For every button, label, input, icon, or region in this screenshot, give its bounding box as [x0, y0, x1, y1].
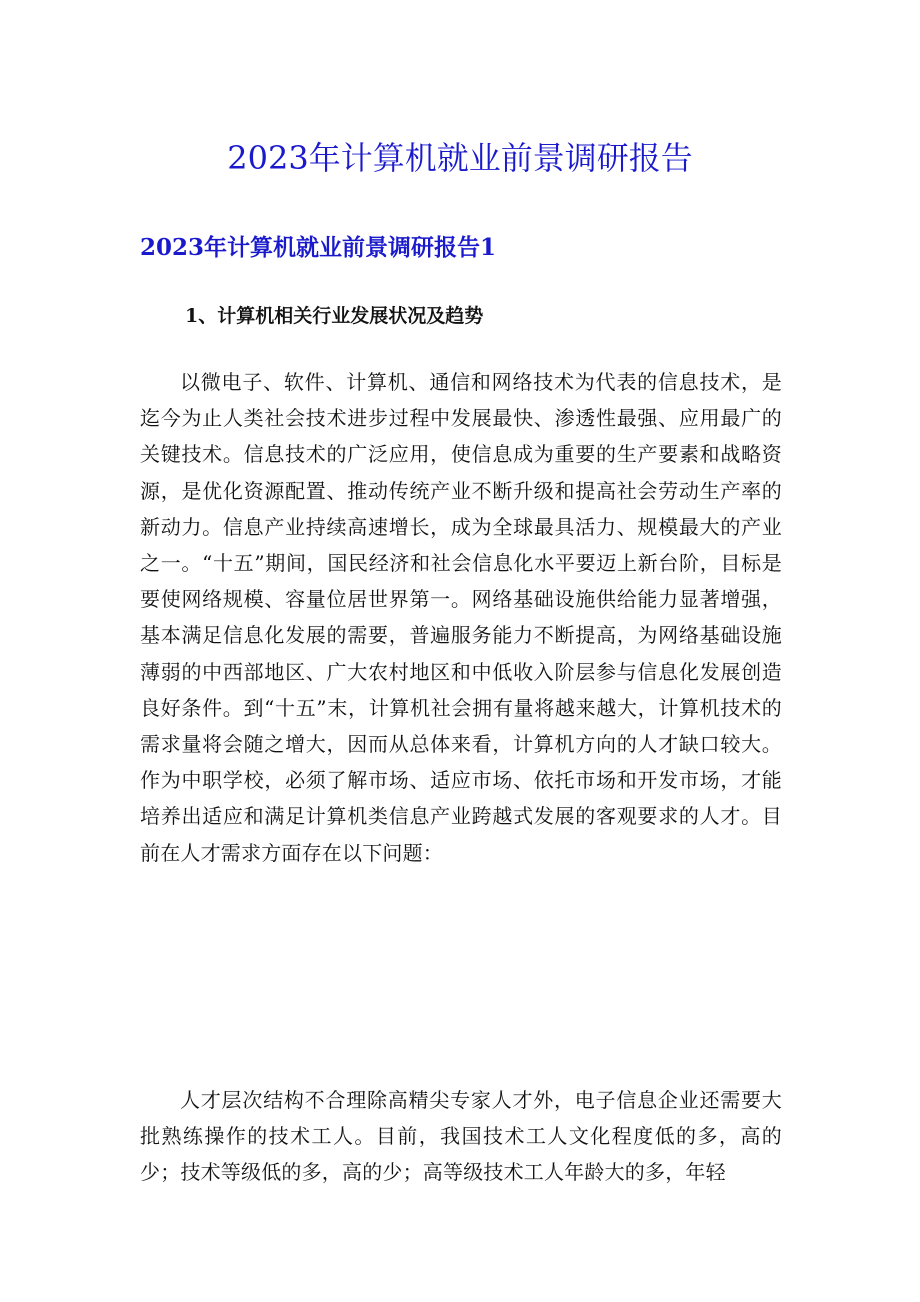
section-heading: 2023年计算机就业前景调研报告1: [140, 234, 497, 261]
sub-heading: 1、计算机相关行业发展状况及趋势: [185, 305, 484, 327]
body-paragraph-2: 人才层次结构不合理除高精尖专家人才外，电子信息企业还需要大批熟练操作的技术工人。目前，我国技术工人文化程度低的多，高的少；技术等级低的多，高的少；高等级技术工人年龄大的多，年轻: [140, 1088, 782, 1185]
body-paragraph-1: 以微电子、软件、计算机、通信和网络技术为代表的信息技术，是迄今为止人类社会技术进步过程中发展最快、渗透性最强、应用最广的关键技术。信息技术的广泛应用，使信息成为重要的生产要素和战略资源，是优化资源配置、推动传统产业不断升级和提高社会劳动生产率的新动力。信息产业持续高速增长，成为全球最具活力、规模最大的产业之一。“十五”期间，国民经济和社会信息化水平要迈上新台阶，目标是要使网络规模、容量位居世界第一。网络基础设施供给能力显著增强，基本满足信息化发展的需要，普遍服务能力不断提高，为网络基础设施薄弱的中西部地区、广大农村地区和中低收入阶层参与信息化发展创造良好条件。到“十五”末，计算机社会拥有量将越来越大，计算机技术的需求量将会随之增大，因而从总体来看，计算机方向的人才缺口较大。作为中职学校，必须了解市场、适应市场、依托市场和开发市场，才能培养出适应和满足计算机类信息产业跨越式发展的客观要求的人才。目前在人才需求方面存在以下问题：: [140, 370, 782, 865]
document-title: 2023年计算机就业前景调研报告: [227, 139, 693, 177]
